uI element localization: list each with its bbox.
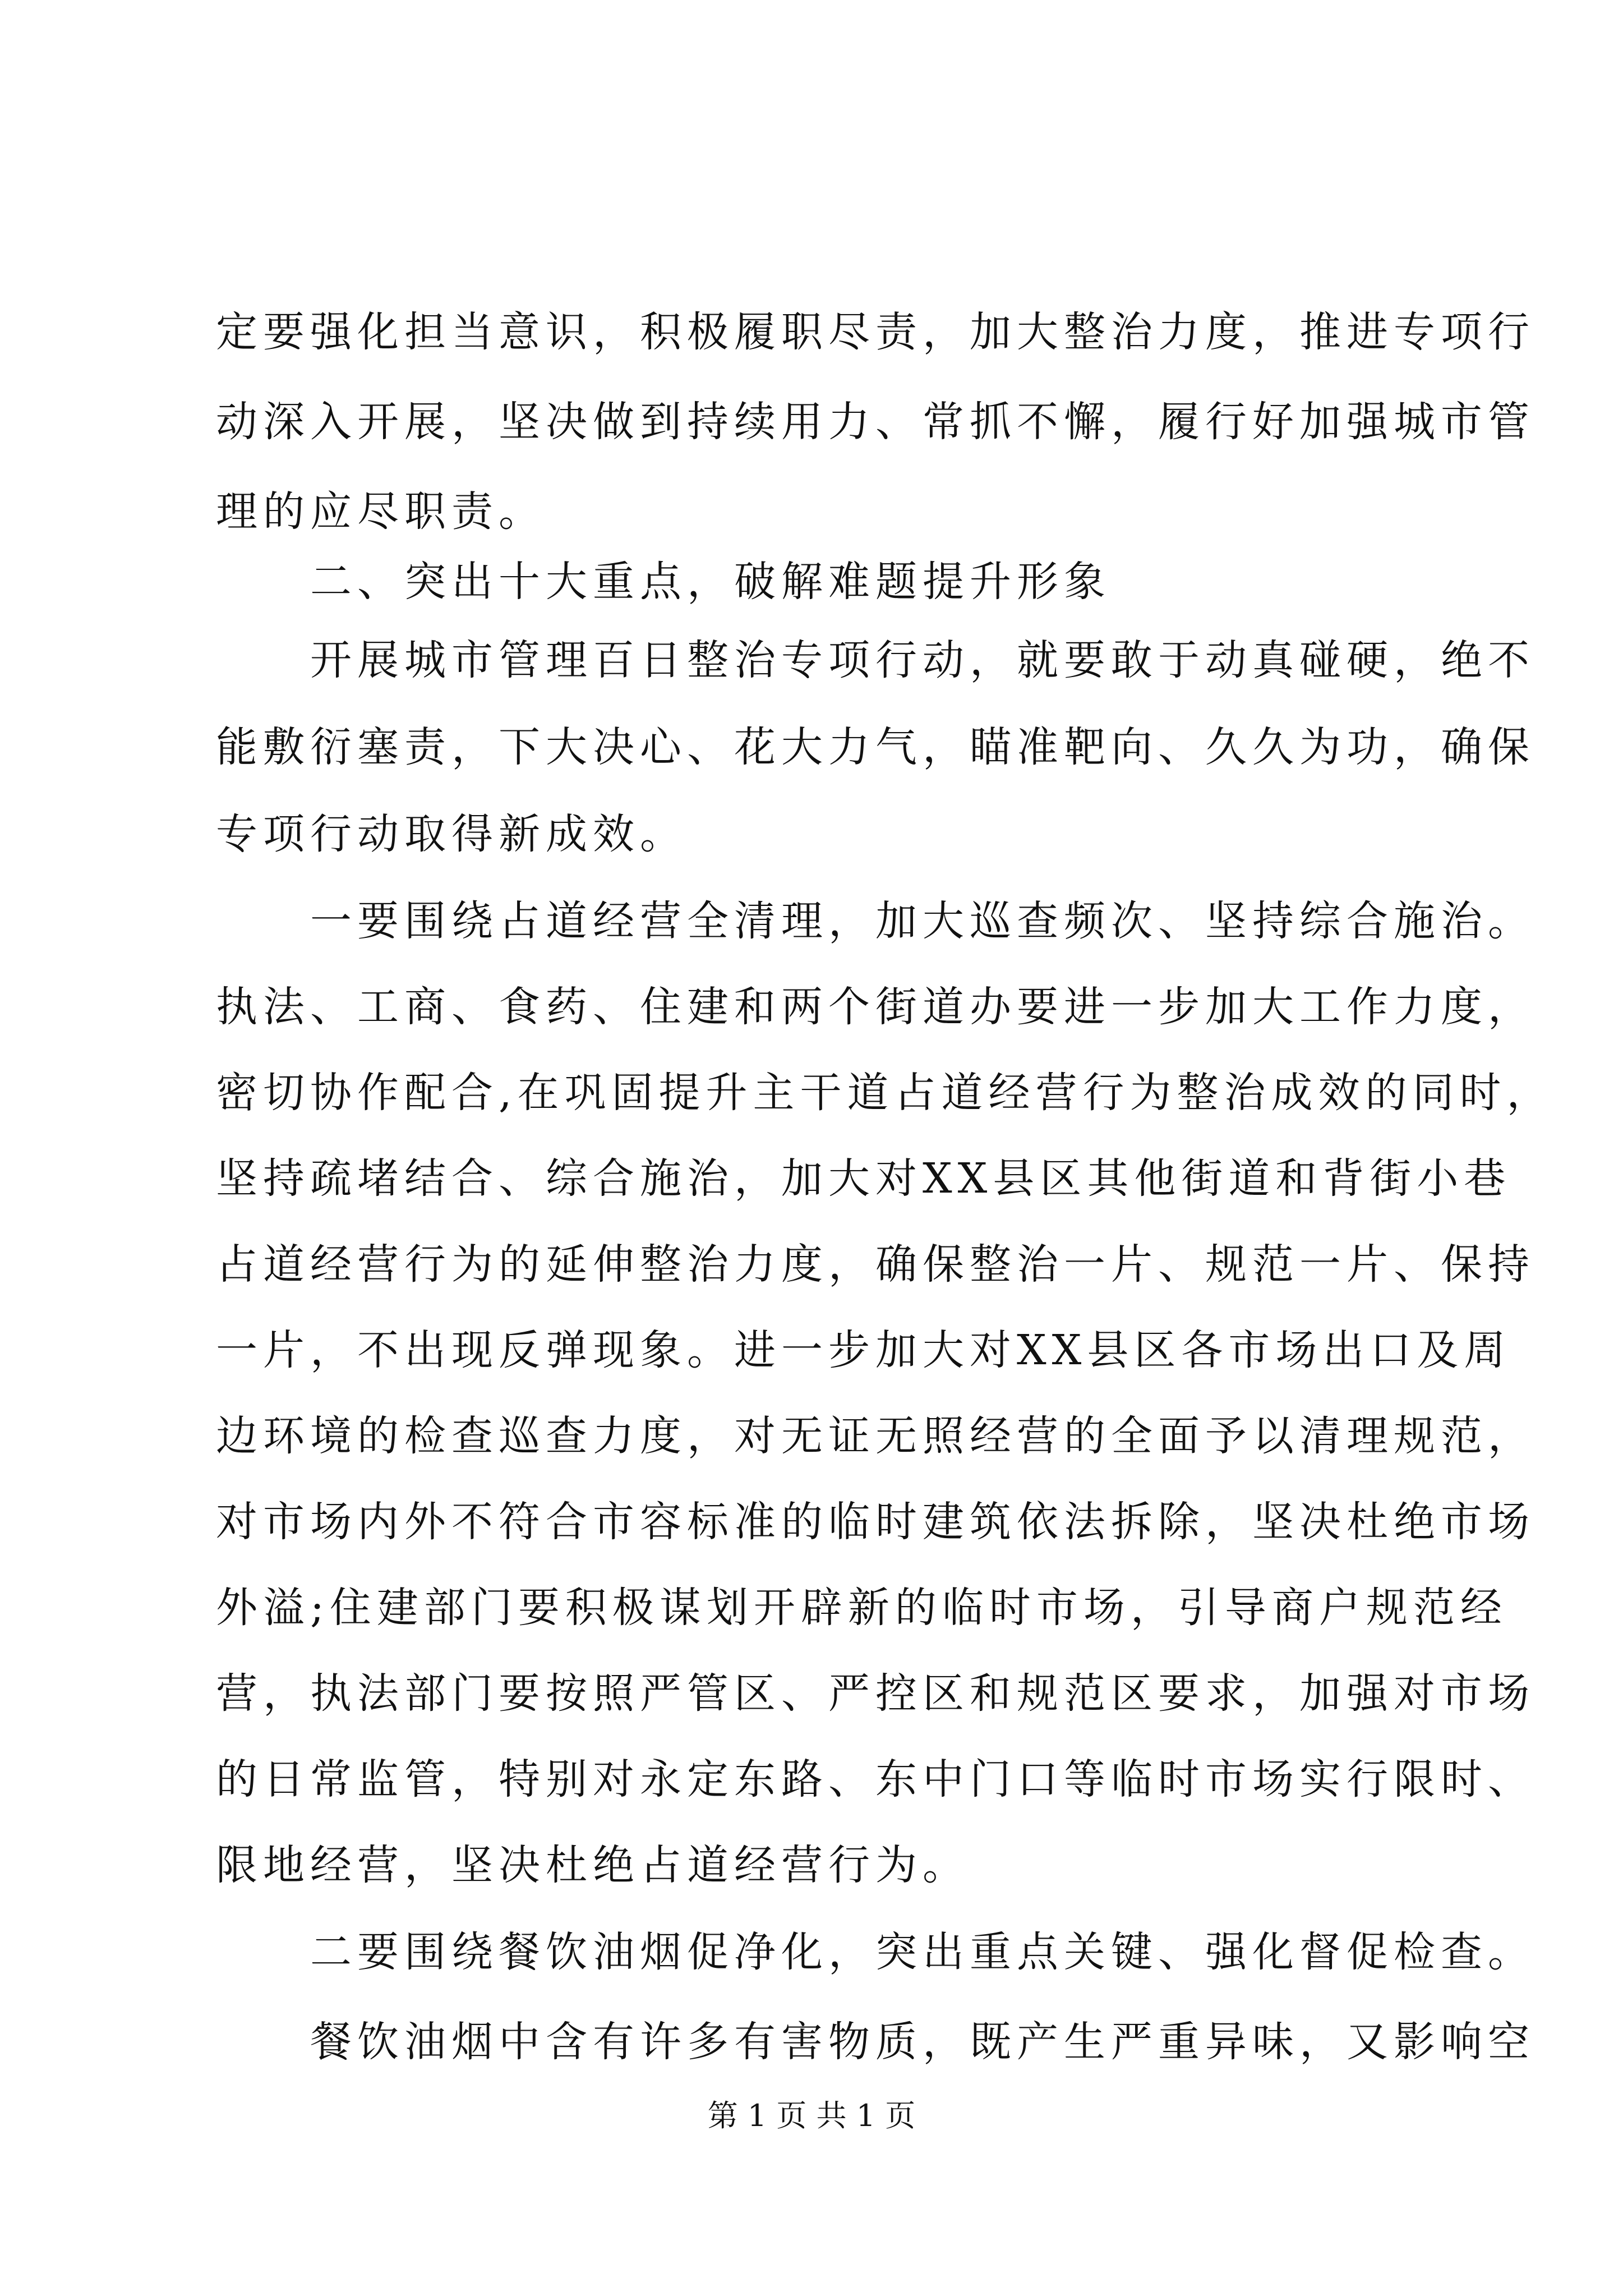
text-line-6: 能敷衍塞责，下大决心、花大力气，瞄准靶向、久久为功，确保 [216,723,1535,771]
text-line-21: 餐饮油烟中含有许多有害物质，既产生严重异味，又影响空 [216,2018,1535,2066]
text-line-8: 一要围绕占道经营全清理，加大巡查频次、坚持综合施治。 [216,897,1535,945]
text-line-17: 营，执法部门要按照严管区、严控区和规范区要求，加强对市场 [216,1669,1535,1718]
text-line-1: 定要强化担当意识，积极履职尽责，加大整治力度，推进专项行 [216,308,1535,356]
text-line-3: 理的应尽职责。 [216,487,546,536]
section-heading: 二、突出十大重点，破解难题提升形象 [216,558,1111,606]
text-line-13: 一片，不出现反弹现象。进一步加大对XX县区各市场出口及周 [216,1326,1511,1374]
text-line-16: 外溢;住建部门要积极谋划开辟新的临时市场，引导商户规范经 [216,1584,1507,1632]
text-line-19: 限地经营，坚决杜绝占道经营行为。 [216,1841,970,1889]
text-line-10: 密切协作配合,在巩固提升主干道占道经营行为整治成效的同时， [216,1069,1554,1117]
text-line-9: 执法、工商、食药、住建和两个街道办要进一步加大工作力度， [216,983,1535,1031]
text-line-5: 开展城市管理百日整治专项行动，就要敢于动真碰硬，绝不 [216,636,1535,684]
text-line-12: 占道经营行为的延伸整治力度，确保整治一片、规范一片、保持 [216,1240,1535,1289]
text-line-2: 动深入开展，坚决做到持续用力、常抓不懈，履行好加强城市管 [216,398,1535,446]
text-line-14: 边环境的检查巡查力度，对无证无照经营的全面予以清理规范， [216,1412,1535,1460]
text-line-20: 二要围绕餐饮油烟促净化，突出重点关键、强化督促检查。 [216,1928,1535,1976]
page-number-footer: 第 1 页 共 1 页 [707,2098,916,2133]
text-line-15: 对市场内外不符合市容标准的临时建筑依法拆除，坚决杜绝市场 [216,1498,1535,1546]
text-line-18: 的日常监管，特别对永定东路、东中门口等临时市场实行限时、 [216,1755,1535,1803]
text-line-11: 坚持疏堵结合、综合施治，加大对XX县区其他街道和背街小巷 [216,1154,1511,1203]
text-line-7: 专项行动取得新成效。 [216,810,687,858]
